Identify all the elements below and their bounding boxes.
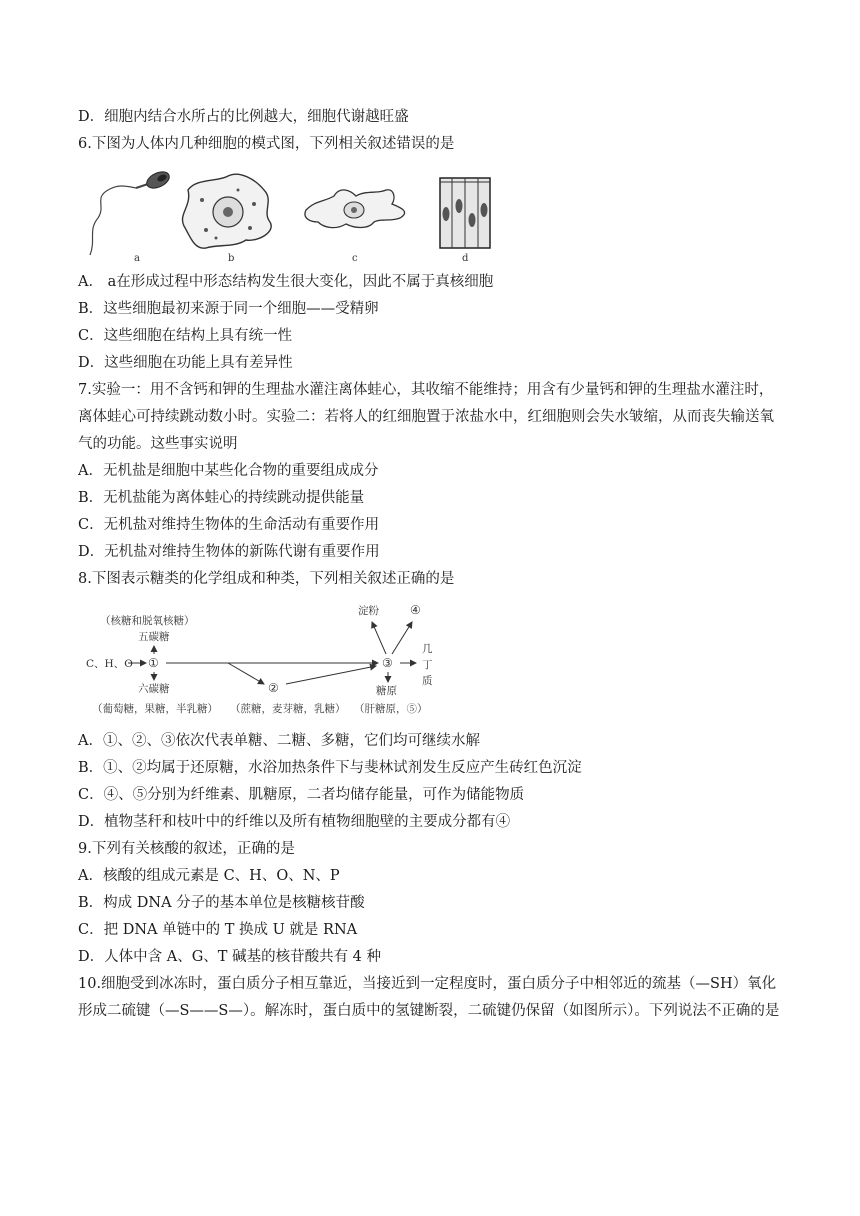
figure-label-a: a — [134, 253, 140, 264]
q7-stem: 7.实验一：用不含钙和钾的生理盐水灌注离体蛙心，其收缩不能维持；用含有少量钙和钾的生理盐水灌注时，离体蛙心可持续跳动数小时。实验二：若将人的红细胞置于浓盐水中，红细胞则会失水皱缩，从而丧失输送氧气的功能。这些事实说明 — [78, 382, 774, 452]
q8-option-c: C．④、⑤分别为纤维素、肌糖原，二者均储存能量，可作为储能物质 — [78, 787, 525, 803]
chitin-label-3: 质 — [422, 675, 433, 687]
sperm-cell-image — [90, 169, 172, 255]
figure-label-b: b — [228, 253, 235, 264]
starch-label: 淀粉 — [358, 605, 379, 617]
q6-stem: 6.下图为人体内几种细胞的模式图，下列相关叙述错误的是 — [78, 136, 455, 152]
chitin-label-1: 几 — [422, 643, 433, 655]
figure-label-c: c — [352, 253, 358, 264]
q7-option-a: A．无机盐是细胞中某些化合物的重要组成成分 — [78, 463, 379, 479]
sugar-diagram — [78, 596, 448, 718]
node-2-note: （蔗糖，麦芽糖，乳糖） — [230, 703, 346, 715]
six-carbon-label: 六碳糖 — [138, 683, 170, 695]
q8-option-b: B．①、②均属于还原糖，水浴加热条件下与斐林试剂发生反应产生砖红色沉淀 — [78, 760, 582, 776]
elongated-cell-image — [305, 190, 405, 228]
node-1: ① — [148, 656, 159, 670]
q8-option-d: D．植物茎秆和枝叶中的纤维以及所有植物细胞壁的主要成分都有④ — [78, 814, 511, 830]
q8-option-a: A．①、②、③依次代表单糖、二糖、多糖，它们均可继续水解 — [78, 733, 480, 749]
six-carbon-note: （葡萄糖，果糖，半乳糖） — [92, 703, 218, 715]
glycogen-note: （肝糖原，⑤） — [354, 703, 428, 715]
irregular-cell-image — [182, 174, 271, 248]
q9-option-b: B．构成 DNA 分子的基本单位是核糖核苷酸 — [78, 895, 365, 911]
q10-stem: 10.细胞受到冰冻时，蛋白质分子相互靠近，当接近到一定程度时，蛋白质分子中相邻近的巯基（—SH）氧化形成二硫键（—S——S—）。解冻时，蛋白质中的氢键断裂，二硫键仍保留（如图所示）。下列说法不正确的是 — [78, 976, 780, 1019]
q6-option-d: D．这些细胞在功能上具有差异性 — [78, 355, 293, 371]
q8-stem: 8.下图表示糖类的化学组成和种类，下列相关叙述正确的是 — [78, 571, 455, 587]
node-4: ④ — [410, 603, 421, 617]
five-carbon-label: 五碳糖 — [138, 631, 170, 643]
node-3: ③ — [382, 656, 393, 670]
elements-label: C、H、O — [86, 658, 133, 670]
cell-figure — [78, 160, 518, 266]
q9-option-c: C．把 DNA 单链中的 T 换成 U 就是 RNA — [78, 922, 358, 938]
q5-option-d: D．细胞内结合水所占的比例越大，细胞代谢越旺盛 — [78, 109, 409, 125]
glycogen-label: 糖原 — [376, 685, 397, 697]
q7-option-d: D．无机盐对维持生物体的新陈代谢有重要作用 — [78, 544, 380, 560]
node-2: ② — [268, 681, 279, 695]
chitin-label-2: 丁 — [422, 659, 433, 671]
columnar-cells-image — [440, 178, 490, 248]
q6-option-c: C．这些细胞在结构上具有统一性 — [78, 328, 293, 344]
q7-option-b: B．无机盐能为离体蛙心的持续跳动提供能量 — [78, 490, 365, 506]
five-carbon-note: （核糖和脱氧核糖） — [100, 615, 195, 627]
q6-option-b: B．这些细胞最初来源于同一个细胞——受精卵 — [78, 301, 379, 317]
q7-option-c: C．无机盐对维持生物体的生命活动有重要作用 — [78, 517, 380, 533]
q9-stem: 9.下列有关核酸的叙述，正确的是 — [78, 841, 295, 857]
figure-label-d: d — [462, 253, 469, 264]
q6-option-a: A． a在形成过程中形态结构发生很大变化，因此不属于真核细胞 — [78, 274, 494, 290]
q9-option-a: A．核酸的组成元素是 C、H、O、N、P — [78, 868, 340, 884]
q9-option-d: D．人体中含 A、G、T 碱基的核苷酸共有 4 种 — [78, 949, 382, 965]
